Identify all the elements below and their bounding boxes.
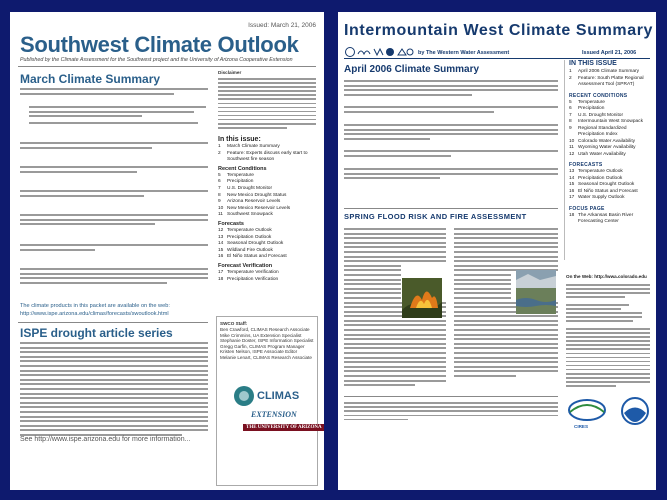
staff-member: Ben Crawford, CLIMAS Research Associate — [220, 327, 310, 332]
toc-item-label: Precipitation Outlook — [227, 234, 272, 240]
staff-title: SWCO Staff: — [220, 321, 248, 326]
toc-page-number: 6 — [218, 179, 221, 185]
toc-item-label: U.S. Drought Monitor — [578, 112, 624, 118]
toc-item — [569, 195, 651, 202]
footer-text — [344, 402, 558, 423]
toc-item-label: Wildland Fire Outlook — [227, 247, 273, 253]
toc-page-number: 12 — [218, 227, 224, 233]
fire-photo — [402, 278, 442, 318]
summary-forecast-text — [20, 214, 208, 228]
toc-item — [218, 166, 318, 172]
climas-logo-text: CLIMAS — [257, 390, 300, 402]
toc-page-number: 9 — [218, 199, 221, 205]
toc-item-label: Precipitation — [578, 106, 605, 111]
toc-item — [218, 221, 318, 227]
noaa-logo-icon — [620, 396, 650, 426]
staff-list — [566, 304, 650, 324]
issued-date: Issued: March 21, 2006 — [248, 22, 316, 29]
recent-conditions-heading: RECENT CONDITIONS — [569, 92, 628, 99]
toc-page-number: 10 — [569, 138, 575, 144]
toc-page-number: 16 — [218, 254, 224, 260]
toc-item — [218, 144, 318, 151]
cires-logo-icon — [562, 396, 612, 426]
newsletter-title: Intermountain West Climate Summary — [344, 22, 654, 39]
toc-section-label: Forecast Verification — [218, 262, 273, 269]
footer-divider — [344, 396, 558, 397]
forecasts-heading: FORECASTS — [569, 162, 603, 168]
toc-page-number: 8 — [218, 192, 221, 198]
ispe-article-text — [20, 342, 208, 438]
ispe-footer-link[interactable]: See http://www.ispe.arizona.edu for more information... — [20, 436, 191, 443]
summary-drought-text — [20, 88, 208, 97]
toc-item-label: March Climate Summary — [227, 144, 280, 149]
toc-item — [218, 228, 318, 235]
toc-page-number: 13 — [569, 169, 575, 174]
summary-heading: March Climate Summary — [20, 72, 161, 86]
disclaimer-text — [566, 328, 650, 389]
toc-item-label: Seasonal Drought Outlook — [578, 182, 635, 187]
toc-item — [218, 212, 318, 219]
toc-item — [218, 186, 318, 193]
swco-page — [10, 12, 324, 490]
toc-item — [218, 157, 318, 164]
toc-page-number: 2 — [569, 75, 572, 81]
toc-item — [218, 270, 318, 277]
toc-page-number: 7 — [218, 185, 221, 191]
toc-item — [569, 152, 651, 159]
precipitation-text — [344, 124, 558, 142]
toc-item-label: Southwest Snowpack — [227, 212, 273, 218]
toc-page-number: 15 — [218, 247, 224, 253]
toc-item-label: New Mexico Reservoir Levels — [227, 205, 291, 211]
toc-page-number: 2 — [218, 150, 221, 156]
toc-item-label: Intermountain West Snowpack — [578, 119, 643, 124]
toc-item-label: Colorado Water Availability — [578, 138, 636, 144]
web-availability-url[interactable]: http://www.ispe.arizona.edu/climas/forecasts/swoutlook.html — [20, 311, 169, 317]
toc-page-number: 8 — [569, 119, 572, 124]
iwcs-page — [338, 12, 656, 490]
in-this-issue-title: IN THIS ISSUE — [569, 60, 617, 67]
hydrological-text — [344, 80, 558, 98]
toc-title: In this issue: — [218, 136, 261, 143]
toc-item-label: Forecasting Center — [578, 219, 619, 224]
newsletter-title: Southwest Climate Outlook — [20, 32, 299, 57]
toc-section-label: Recent Conditions — [218, 165, 267, 172]
toc-page-number: 5 — [569, 99, 572, 105]
disclaimer-label: Disclaimer — [218, 70, 242, 75]
toc-page-number: 14 — [569, 175, 575, 181]
staff-member: Kristen Nelson, ISPE Associate Editor — [220, 349, 298, 355]
university-logo: THE UNIVERSITY OF ARIZONA — [243, 424, 324, 431]
toc-page-number: 1 — [218, 144, 221, 149]
newsletter-subtitle: Published by the Climate Assessment for the Southwest project and the University of Arizona Cooperative Extension — [20, 57, 293, 63]
ispe-heading: ISPE drought article series — [20, 326, 173, 340]
toc-item — [218, 254, 318, 261]
summary-bottomline-text — [20, 268, 208, 286]
disclaimer-text — [218, 78, 316, 131]
staff-member: Stephanie Doster, ISPE Information Specialist — [220, 338, 314, 344]
in-this-issue — [218, 134, 318, 283]
toc-page-number: 14 — [218, 241, 224, 247]
toc-page-number: 6 — [569, 106, 572, 111]
summary-bullets — [20, 106, 208, 127]
header-divider — [18, 66, 316, 67]
section-divider — [344, 208, 558, 209]
web-line[interactable]: On the Web: http://wwa.colorado.edu — [566, 274, 647, 279]
toc-item-label: Seasonal Drought Outlook — [227, 241, 284, 247]
summary-fire-text — [20, 142, 208, 151]
staff-list — [220, 327, 313, 361]
toc-item-label: The Arkansas Basin River — [578, 212, 634, 218]
toc-page-number: 7 — [569, 112, 572, 118]
toc-item-label: El Niño Status and Forecast — [578, 188, 638, 194]
toc-item-label: New Mexico Drought Status — [227, 192, 287, 198]
toc-item — [569, 219, 651, 226]
toc-section-label: Forecasts — [218, 220, 244, 227]
weather-symbols-icon — [344, 46, 414, 58]
toc-item-label: Utah Water Availability — [578, 151, 626, 157]
toc-item — [218, 263, 318, 269]
toc-item-label: Precipitation Outlook — [578, 175, 623, 181]
toc-item-label: Feature: South Platte Regional — [578, 75, 644, 81]
enso-text — [344, 150, 558, 159]
toc-item — [218, 241, 318, 248]
toc-item-label: Precipitation Index — [578, 132, 618, 137]
extension-logo: EXTENSION — [251, 410, 297, 419]
web-availability-line: The climate products in this packet are available on the web: — [20, 303, 170, 309]
focus-page-list — [565, 213, 651, 226]
toc-page-number: 5 — [218, 172, 221, 178]
toc-item-label: April 2006 Climate Summary — [578, 69, 640, 74]
toc-item-label: Feature: Experts discuss early start to — [227, 150, 308, 156]
toc-page-number: 17 — [218, 269, 224, 275]
summary-heading: April 2006 Climate Summary — [344, 64, 480, 75]
issued-date: Issued April 21, 2006 — [582, 50, 637, 56]
staff-member: Mike Crimmins, UA Extension Specialist — [220, 332, 302, 338]
climate-forecasts-text — [344, 168, 558, 182]
temperature-text — [344, 106, 558, 115]
toc-item-label: Temperature — [227, 172, 254, 178]
toc-item-label: Precipitation Verification — [227, 276, 279, 282]
toc-page-number: 11 — [569, 145, 574, 150]
toc-list — [218, 144, 318, 283]
summary-temperature-text — [20, 166, 208, 175]
toc-item-label: Temperature Outlook — [578, 169, 623, 174]
header-divider — [344, 58, 650, 59]
staff-member: Melanie Lenart, CLIMAS Research Associate — [220, 354, 312, 360]
feature-heading: SPRING FLOOD RISK AND FIRE ASSESSMENT — [344, 212, 527, 221]
toc-item-label: El Niño Status and Forecast — [227, 254, 287, 260]
toc-item-label: Southwest fire season — [227, 157, 275, 163]
toc-item-label: Assessment Tool (SPRAT) — [578, 82, 635, 87]
section-divider — [18, 322, 208, 323]
staff-box — [216, 316, 322, 486]
recent-conditions-list — [565, 100, 651, 159]
toc-item-label: Wyoming Water Availability — [578, 145, 636, 150]
toc-item-label: Arizona Reservoir Levels — [227, 199, 281, 205]
toc-page-number: 11 — [218, 212, 223, 218]
toc-item-label: Temperature — [578, 99, 605, 105]
toc-page-number: 12 — [569, 151, 575, 157]
toc-item — [218, 179, 318, 186]
climas-logo-icon — [233, 385, 255, 407]
toc-page-number: 10 — [218, 205, 224, 211]
toc-item-label: U.S. Drought Monitor — [227, 185, 273, 191]
contact-text — [566, 284, 650, 300]
forecasts-list — [565, 169, 651, 202]
toc-page-number: 18 — [569, 212, 575, 218]
toc-item-label: Temperature Outlook — [227, 227, 272, 233]
flood-photo — [516, 270, 556, 314]
summary-precip-text — [20, 190, 208, 199]
toc-item-label: Precipitation — [227, 179, 254, 185]
cires-logo-text: CIRES — [574, 424, 589, 429]
summary-elnino-text — [20, 244, 208, 253]
toc-page-number: 17 — [569, 195, 575, 200]
toc-page-number: 13 — [218, 234, 224, 240]
toc-item — [569, 82, 651, 89]
focus-page-heading: FOCUS PAGE — [569, 205, 605, 212]
toc-page-number: 15 — [569, 182, 575, 187]
toc-item-label: Temperature Verification — [227, 269, 279, 275]
toc-item-label: Water Supply Outlook — [578, 195, 625, 200]
publisher-line: by The Western Water Assessment — [418, 50, 510, 56]
toc-item-label: Regional Standardized — [578, 125, 627, 131]
toc-item — [218, 277, 318, 284]
toc-list — [565, 69, 651, 89]
sidebar — [564, 60, 651, 260]
staff-member: Gregg Garfin, CLIMAS Program Manager — [220, 343, 305, 349]
toc-page-number: 9 — [569, 125, 572, 131]
toc-page-number: 1 — [569, 69, 572, 74]
toc-page-number: 18 — [218, 276, 224, 282]
toc-item — [218, 199, 318, 206]
toc-page-number: 16 — [569, 188, 575, 194]
